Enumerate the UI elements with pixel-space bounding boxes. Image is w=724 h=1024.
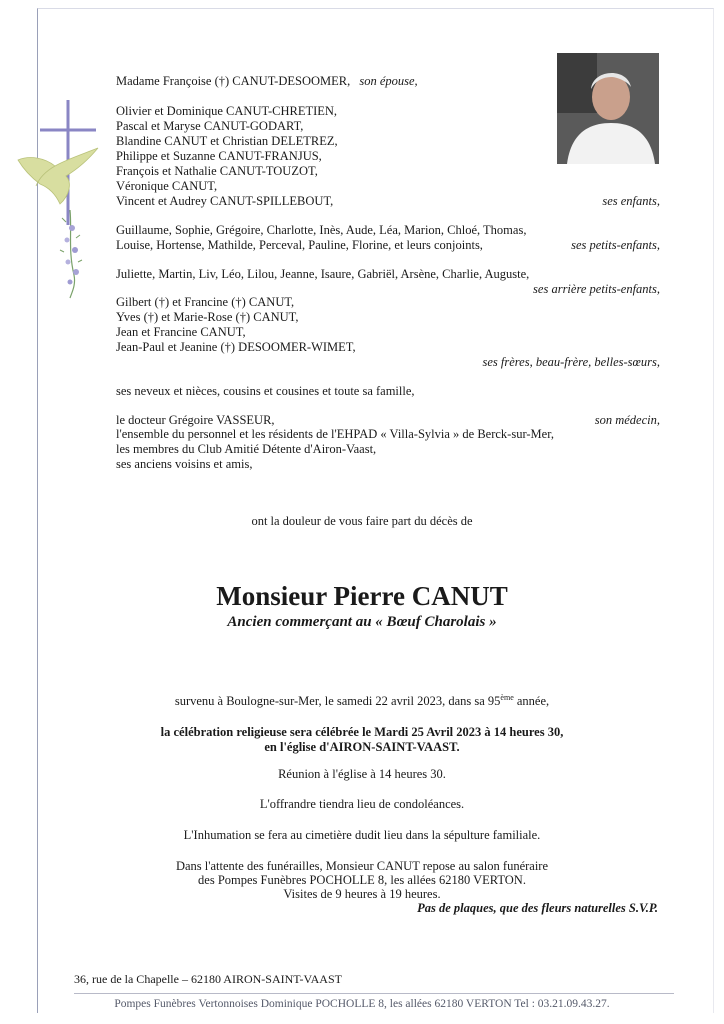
family-line: ses neveux et nièces, cousins et cousines et toute sa famille, [116, 384, 415, 398]
visits-line: Visites de 9 heures à 19 heures. [283, 887, 441, 901]
footer-funeral-company: Pompes Funèbres Vertonnoises Dominique POCHOLLE 8, les allées 62180 VERTON Tel : 03.21.09.43.27. [114, 998, 610, 1010]
funeral-home-line-2: des Pompes Funèbres POCHOLLE 8, les allées 62180 VERTON. [198, 873, 526, 887]
footer-address: 36, rue de la Chapelle – 62180 AIRON-SAINT-VAAST [74, 972, 342, 986]
child-line: Pascal et Maryse CANUT-GODART, [116, 119, 304, 133]
child-line: Blandine CANUT et Christian DELETREZ, [116, 134, 338, 148]
funeral-home-line-1: Dans l'attente des funérailles, Monsieur CANUT repose au salon funéraire [175, 859, 549, 873]
death-details-sup: ème [500, 692, 514, 702]
grandchildren-line: Guillaume, Sophie, Grégoire, Charlotte, Inès, Aude, Léa, Marion, Chloé, Thomas, [116, 223, 527, 237]
grandchildren-line: Louise, Hortense, Mathilde, Perceval, Pauline, Florine, et leurs conjoints, [116, 238, 483, 252]
children-role: ses enfants, [602, 194, 660, 208]
sibling-line: Jean-Paul et Jeanine (†) DESOOMER-WIMET, [116, 340, 356, 354]
doctor-name: le docteur Grégoire VASSEUR, [116, 413, 275, 427]
footer-divider [74, 993, 674, 994]
burial-line: L'Inhumation se fera au cimetière dudit lieu dans la sépulture familiale. [183, 828, 541, 842]
spouse-line [116, 74, 418, 89]
ceremony-line-1: la célébration religieuse sera célébrée le Mardi 25 Avril 2023 à 14 heures 30, [160, 725, 564, 739]
others-line: l'ensemble du personnel et les résidents de l'EHPAD « Villa-Sylvia » de Berck-sur-Mer, [116, 427, 554, 441]
death-details-text: survenu à Boulogne-sur-Mer, le samedi 22 avril 2023, dans sa 95 [174, 694, 501, 708]
spouse-role: son épouse, [359, 74, 418, 88]
announcement: ont la douleur de vous faire part du décès de [251, 514, 473, 528]
others-line: les membres du Club Amitié Détente d'Airon-Vaast, [116, 442, 377, 456]
doctor-role: son médecin, [594, 413, 660, 427]
grandchildren-role: ses petits-enfants, [571, 238, 660, 252]
portrait-image [557, 53, 659, 164]
ceremony-line-2: en l'église d'AIRON-SAINT-VAAST. [264, 740, 460, 754]
spouse-name: Madame Françoise (†) CANUT-DESOOMER, [116, 74, 351, 88]
child-line: Philippe et Suzanne CANUT-FRANJUS, [116, 149, 322, 163]
others-line: ses anciens voisins et amis, [116, 457, 253, 471]
flowers-icon [60, 210, 82, 298]
portrait-photo [557, 53, 659, 164]
deceased-name: Monsieur Pierre CANUT [216, 581, 508, 611]
child-line: Olivier et Dominique CANUT-CHRETIEN, [116, 104, 338, 118]
great-grandchildren-line: Juliette, Martin, Liv, Léo, Lilou, Jeanne, Isaure, Gabriël, Arsène, Charlie, Auguste, [116, 267, 530, 281]
sibling-line: Jean et Francine CANUT, [116, 325, 246, 339]
flowers-note: Pas de plaques, que des fleurs naturelles S.V.P. [417, 901, 658, 915]
child-line: Vincent et Audrey CANUT-SPILLEBOUT, [116, 194, 334, 208]
sibling-line: Gilbert (†) et Francine (†) CANUT, [116, 295, 295, 309]
death-details [0, 694, 724, 709]
sibling-line: Yves (†) et Marie-Rose (†) CANUT, [116, 310, 299, 324]
great-grandchildren-role: ses arrière petits-enfants, [533, 282, 660, 296]
deceased-title: Ancien commerçant au « Bœuf Charolais » [227, 614, 497, 630]
meeting-line: Réunion à l'église à 14 heures 30. [278, 767, 446, 781]
dove-icon [18, 148, 98, 204]
offering-line: L'offrandre tiendra lieu de condoléances. [259, 797, 465, 811]
death-details-end: année, [513, 694, 550, 708]
decoration [10, 100, 110, 300]
child-line: François et Nathalie CANUT-TOUZOT, [116, 164, 318, 178]
child-line: Véronique CANUT, [116, 179, 218, 193]
siblings-role: ses frères, beau-frère, belles-sœurs, [482, 355, 660, 369]
